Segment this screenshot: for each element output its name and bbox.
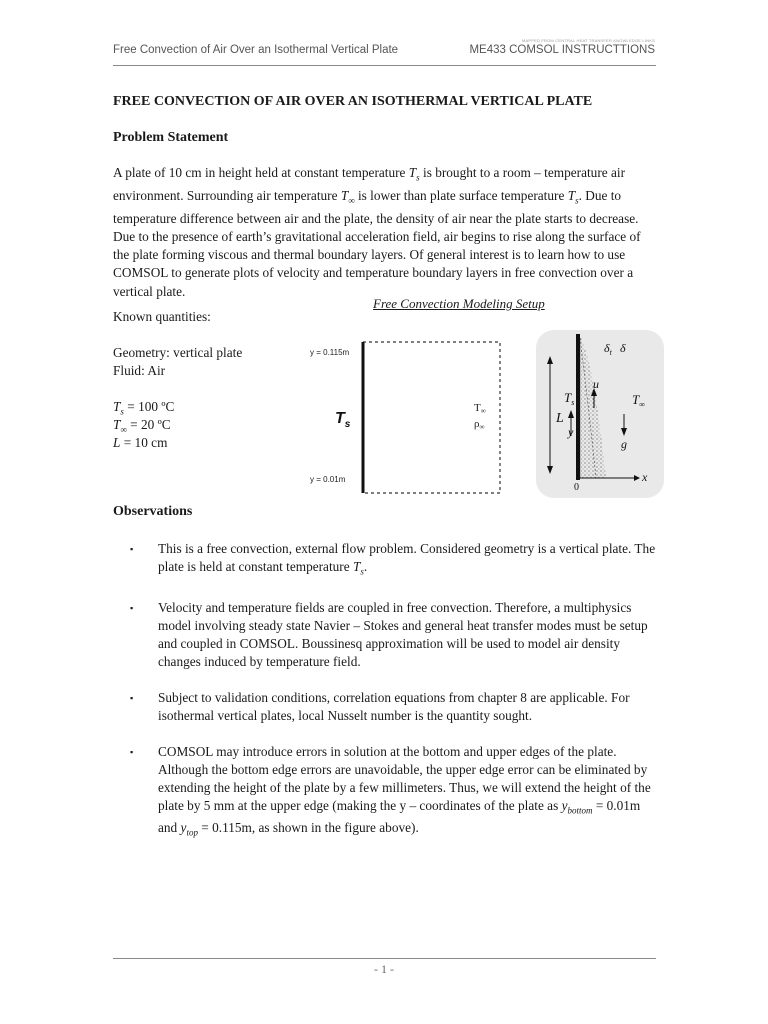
ts-label: $T_s$	[335, 410, 351, 430]
known-tinf: $T_\infty = 20$ ºC	[113, 417, 171, 435]
header-tiny-text: MAPPED FROM CENTRAL HEAT TRANSFER KNOWLEDGE LINKS	[521, 38, 655, 43]
y-bottom-label: y = 0.01m	[310, 475, 346, 484]
svg-text:y: y	[568, 425, 574, 439]
bullet-icon: ▪	[130, 692, 134, 703]
svg-text:u: u	[593, 377, 599, 391]
problem-statement-heading: Problem Statement	[113, 130, 229, 145]
page-number: - 1 -	[374, 962, 394, 976]
list-item: ▪ This is a free convection, external flow problem. Considered geometry is a vertical plate. The plate is held at constant temperature $T_s$.	[130, 541, 656, 577]
list-item: ▪ COMSOL may introduce errors in solution at the bottom and upper edges of the plate. Although the bottom edge errors are unavoidable, the upper edge error can be eliminated by extending the height of the plate by a few millimeters. Thus, we will extend the height of the plate by 5 mm at the upper edge (making the y – coordinates of the plate as $y_{bottom} = 0.01m$ and $y_{top} = 0.115m$, as shown in the figure above).	[130, 743, 651, 838]
known-ts: $T_s = 100$ ºC	[113, 399, 175, 417]
svg-text:δt: $\delta_t$	[604, 341, 612, 357]
svg-text:T∞: $T_\infty$	[632, 392, 645, 409]
svg-text:δ: δ	[620, 341, 626, 355]
known-geometry: Geometry: vertical plate	[113, 345, 243, 360]
observations-heading: Observations	[113, 504, 193, 519]
svg-text:0: 0	[574, 482, 579, 493]
observations-list	[113, 540, 658, 860]
svg-text:x: x	[642, 470, 648, 484]
plate	[576, 334, 580, 480]
known-length: L = 10 cm	[113, 435, 168, 450]
svg-text:L: L	[556, 411, 564, 426]
modeling-setup-diagram	[305, 333, 505, 498]
known-fluid: Fluid: Air	[113, 363, 166, 378]
running-header-title: Free Convection of Air Over an Isothermal Vertical Plate	[113, 44, 399, 56]
bullet-icon: ▪	[130, 602, 134, 613]
y-top-label: y = 0.115m	[310, 348, 350, 357]
svg-text:Ts: $T_s$	[564, 390, 575, 407]
svg-text:g: g	[621, 437, 627, 451]
tinf-label: T∞	[474, 402, 486, 415]
list-item: ▪ Velocity and temperature fields are coupled in free convection. Therefore, a multiphysics model involving steady state Navier – Stokes and general heat transfer modes must be setup and coupled in COMSOL. Boussinesq approximation will be used to model air density changes induced by temperature field.	[130, 599, 648, 669]
footer-rule	[113, 958, 656, 959]
document-title: FREE CONVECTION OF AIR OVER AN ISOTHERMAL VERTICAL PLATE	[113, 94, 593, 109]
problem-statement-paragraph: A plate of 10 cm in height held at constant temperature $T_s$ is brought to a room – temperature air environment. Surrounding air temperature $T_\infty$ is lower than plate surface temperature $T_s$. Due to temperature difference between air and the plate, the density of air near the plate starts to decrease. Due to the presence of earth’s gravitational acceleration field, air begins to rise along the surface of the plate forming viscous and thermal boundary layers. Of general interest is to learn how to use COMSOL to generate plots of velocity and temperature boundary layers in free convection over a vertical plate.	[113, 165, 641, 299]
known-quantities-heading: Known quantities:	[113, 309, 211, 324]
list-item: ▪ Subject to validation conditions, correlation equations from chapter 8 are applicable. For isothermal vertical plates, local Nusselt number is the quantity sought.	[130, 689, 630, 723]
running-header-course: ME433 COMSOL INSTRUCTTIONS	[469, 44, 655, 56]
boundary-layer-figure	[536, 330, 664, 498]
bullet-icon: ▪	[130, 746, 134, 757]
header-rule	[113, 65, 656, 66]
figure-caption: Free Convection Modeling Setup	[373, 296, 545, 311]
rho-label: ρ∞	[474, 418, 485, 431]
bullet-icon: ▪	[130, 544, 134, 554]
